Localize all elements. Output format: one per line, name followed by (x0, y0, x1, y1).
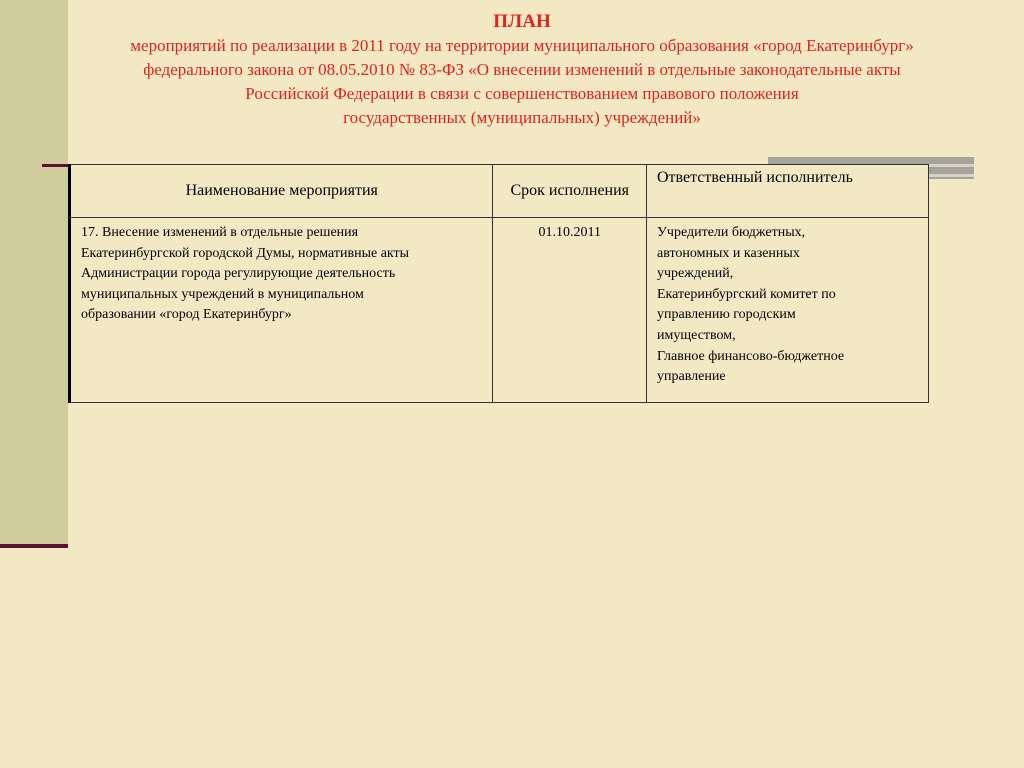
header-deadline: Срок исполнения (493, 165, 647, 218)
event-name-line: Администрации города регулирующие деятельность (81, 266, 396, 282)
title-line-3: Российской Федерации в связи с совершенствованием правового положения (245, 84, 799, 103)
cell-responsible (647, 218, 929, 403)
band-bottom-line (0, 544, 68, 548)
header-responsible: Ответственный исполнитель (647, 165, 929, 218)
responsible-line: управление (657, 369, 726, 385)
responsible-line: Главное финансово-бюджетное (657, 348, 845, 364)
event-name-line: 17. Внесение изменений в отдельные решения (81, 225, 359, 240)
responsible-line: учреждений, (657, 266, 734, 282)
plan-table (68, 164, 929, 403)
event-name-line: муниципальных учреждений в муниципальном (81, 286, 364, 302)
cell-event-name (70, 218, 493, 403)
responsible-line: имуществом, (657, 327, 736, 343)
responsible-line: управлению городским (657, 307, 796, 323)
event-name-line: образовании «город Екатеринбург» (81, 307, 292, 323)
cell-deadline: 01.10.2011 (493, 218, 647, 403)
title-line-1: мероприятий по реализации в 2011 году на территории муниципального образования «город Екатеринбург» (130, 36, 914, 55)
event-name-line: Екатеринбургской городской Думы, нормативные акты (81, 245, 410, 261)
responsible-line: автономных и казенных (657, 245, 800, 261)
decorative-line-left (42, 164, 70, 167)
title-heading: ПЛАН (493, 11, 551, 32)
document-title (20, 10, 1024, 130)
table-row (70, 218, 929, 403)
title-line-2: федерального закона от 08.05.2010 № 83-ФЗ «О внесении изменений в отдельные законодательные акты (143, 60, 901, 79)
responsible-line: Екатеринбургский комитет по (657, 286, 836, 302)
table-header-row (70, 165, 929, 218)
title-line-4: государственных (муниципальных) учреждений» (343, 108, 701, 127)
responsible-line: Учредители бюджетных, (657, 225, 806, 240)
header-event-name: Наименование мероприятия (70, 165, 493, 218)
